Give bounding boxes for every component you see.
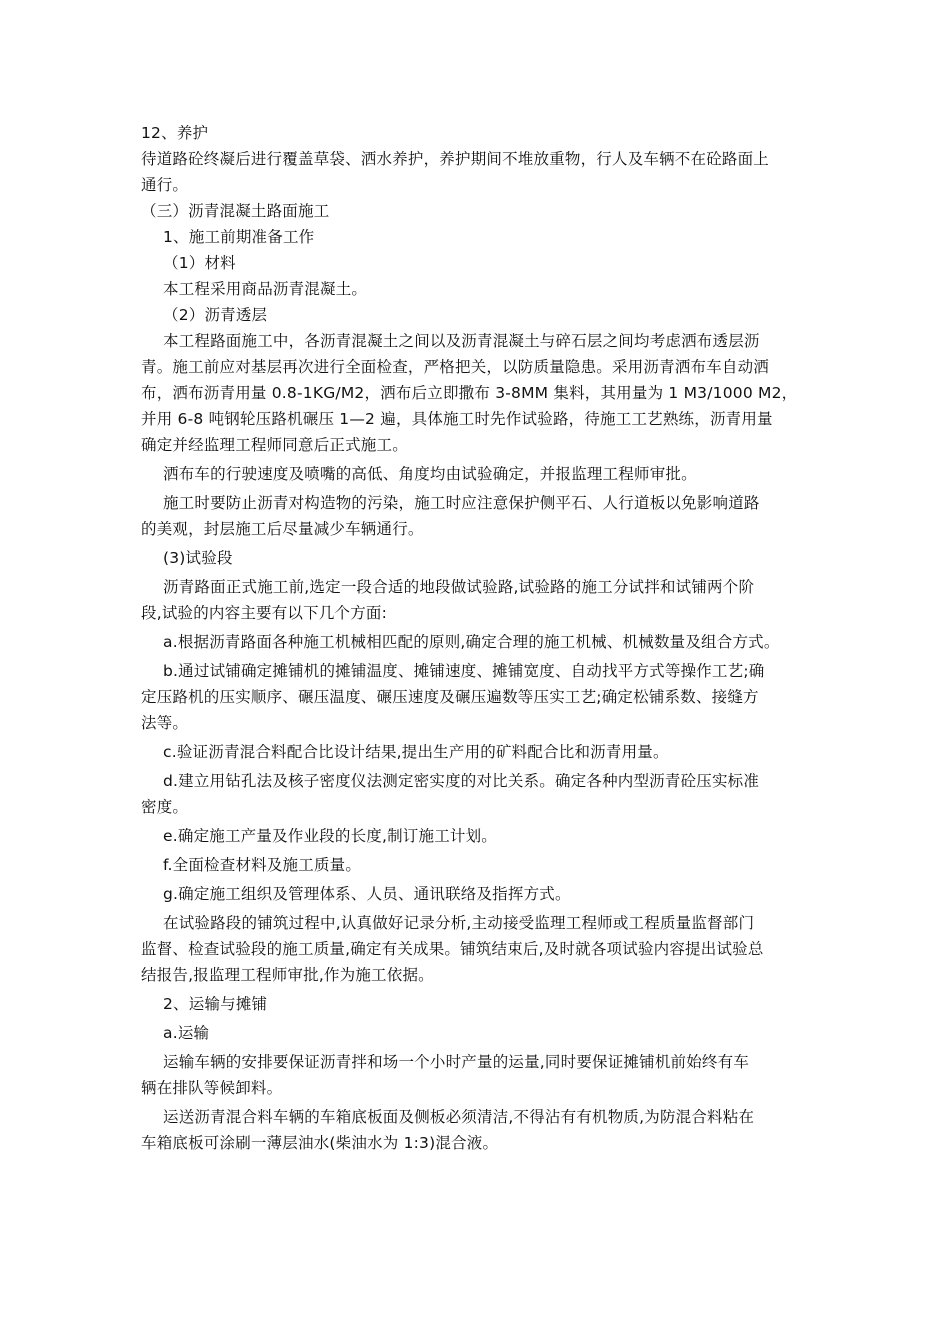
text-line: e.确定施工产量及作业段的长度,制订施工计划。: [163, 827, 497, 845]
text-line: d.建立用钻孔法及核子密度仪法测定密实度的对比关系。确定各种内型沥青砼压实标准: [163, 772, 760, 790]
text-line: 车箱底板可涂刷一薄层油水(柴油水为 1:3)混合液。: [141, 1134, 499, 1152]
text-line: 结报告,报监理工程师审批,作为施工依据。: [141, 966, 434, 984]
text-line: 定压路机的压实顺序、碾压温度、碾压速度及碾压遍数等压实工艺;确定松铺系数、接缝方: [141, 688, 759, 706]
text-line: 通行。: [141, 176, 189, 194]
text-line: （1）材料: [163, 254, 236, 272]
text-line: 本工程路面施工中，各沥青混凝土之间以及沥青混凝土与碎石层之间均考虑洒布透层沥: [163, 332, 760, 350]
text-line: b.通过试铺确定摊铺机的摊铺温度、摊铺速度、摊铺宽度、自动找平方式等操作工艺;确: [163, 662, 765, 680]
text-line: 的美观，封层施工后尽量减少车辆通行。: [141, 520, 424, 538]
text-line: 沥青路面正式施工前,选定一段合适的地段做试验路,试验路的施工分试拌和试铺两个阶: [163, 578, 755, 596]
text-line: 2、运输与摊铺: [163, 995, 268, 1013]
text-line: (3)试验段: [163, 549, 233, 567]
text-line: 本工程采用商品沥青混凝土。: [163, 280, 368, 298]
text-line: a.根据沥青路面各种施工机械相匹配的原则,确定合理的施工机械、机械数量及组合方式。: [163, 633, 780, 651]
text-line: 青。施工前应对基层再次进行全面检查，严格把关，以防质量隐患。采用沥青洒布车自动洒: [141, 358, 770, 376]
text-line: 施工时要防止沥青对构造物的污染，施工时应注意保护侧平石、人行道板以免影响道路: [163, 494, 760, 512]
text-line: 待道路砼终凝后进行覆盖草袋、洒水养护，养护期间不堆放重物，行人及车辆不在砼路面上: [141, 150, 770, 168]
text-line: 法等。: [141, 714, 189, 732]
text-line: c.验证沥青混合料配合比设计结果,提出生产用的矿料配合比和沥青用量。: [163, 743, 669, 761]
text-line: 运送沥青混合料车辆的车箱底板面及侧板必须清洁,不得沾有有机物质,为防混合料粘在: [163, 1108, 755, 1126]
text-line: a.运输: [163, 1024, 210, 1042]
text-line: （三）沥青混凝土路面施工: [141, 202, 330, 220]
text-line: 监督、检查试验段的施工质量,确定有关成果。铺筑结束后,及时就各项试验内容提出试验总: [141, 940, 764, 958]
text-line: 辆在排队等候卸料。: [141, 1079, 283, 1097]
text-line: 运输车辆的安排要保证沥青拌和场一个小时产量的运量,同时要保证摊铺机前始终有车: [163, 1053, 750, 1071]
text-line: 段,试验的内容主要有以下几个方面:: [141, 604, 388, 622]
text-line: 在试验路段的铺筑过程中,认真做好记录分析,主动接受监理工程师或工程质量监督部门: [163, 914, 755, 932]
text-line: （2）沥青透层: [163, 306, 268, 324]
text-line: 布，洒布沥青用量 0.8-1KG/M2，洒布后立即撒布 3-8MM 集料，其用量为 1 M3/1000 M2，: [141, 384, 798, 402]
text-line: 1、施工前期准备工作: [163, 228, 315, 246]
text-line: g.确定施工组织及管理体系、人员、通讯联络及指挥方式。: [163, 885, 571, 903]
text-line: 洒布车的行驶速度及喷嘴的高低、角度均由试验确定，并报监理工程师审批。: [163, 465, 697, 483]
text-line: 密度。: [141, 798, 189, 816]
text-line: 12、养护: [141, 124, 209, 142]
text-line: f.全面检查材料及施工质量。: [163, 856, 362, 874]
document-body: [141, 120, 811, 1156]
text-line: 并用 6-8 吨钢轮压路机碾压 1—2 遍，具体施工时先作试验路，待施工工艺熟练，沥青用量: [141, 410, 773, 428]
text-line: 确定并经监理工程师同意后正式施工。: [141, 436, 408, 454]
